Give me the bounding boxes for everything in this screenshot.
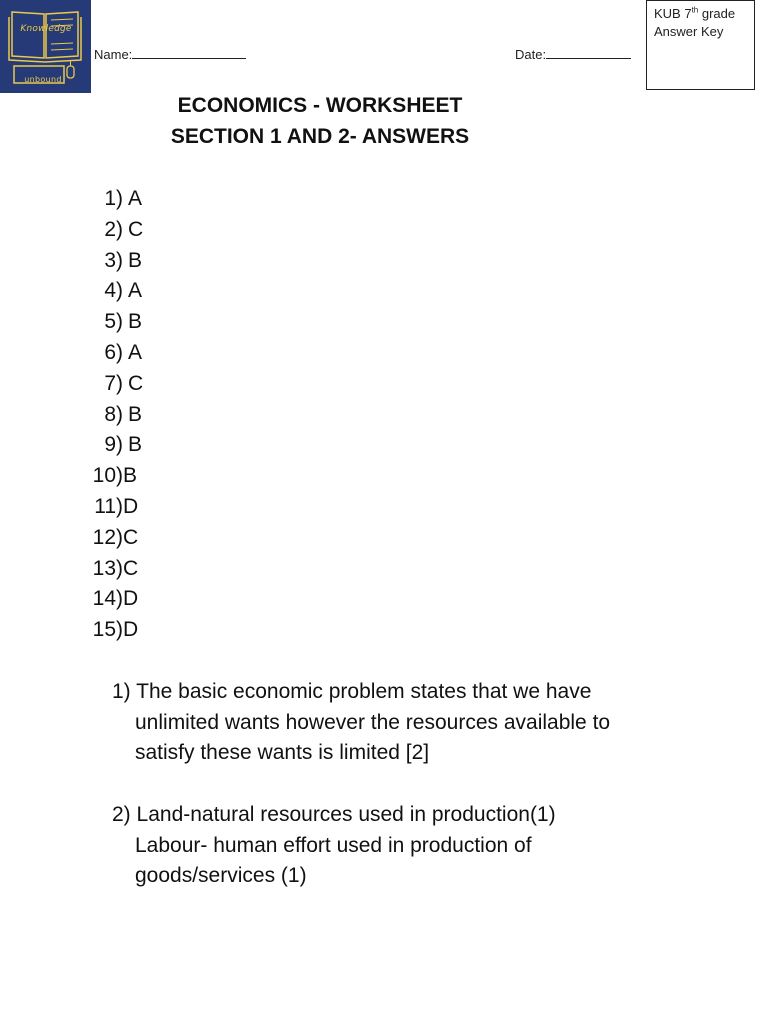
date-blank-line[interactable]	[546, 46, 631, 59]
answer-row	[88, 584, 208, 615]
answer-letter: A	[128, 340, 143, 364]
date-label: Date:	[515, 47, 547, 62]
answer-row	[88, 246, 208, 277]
logo-text-unbound: unbound	[24, 75, 62, 84]
answer-row	[88, 430, 208, 461]
answer-line: The basic economic problem states that we have	[136, 680, 592, 703]
date-field	[515, 46, 631, 62]
answer-line: unlimited wants however the resources available to	[135, 710, 611, 734]
worksheet-subtitle: SECTION 1 AND 2- ANSWERS	[170, 125, 470, 148]
answer-letter: B	[128, 402, 143, 426]
answer-row	[88, 615, 208, 646]
answer-row	[88, 276, 208, 307]
answer-letter: C	[128, 217, 144, 241]
answer-line: Labour- human effort used in production of	[135, 833, 532, 857]
answer-line: satisfy these wants is limited [2]	[135, 741, 430, 764]
answer-number: 1)	[104, 187, 123, 210]
worksheet-title: ECONOMICS - WORKSHEET	[177, 94, 463, 117]
answer-row	[88, 461, 208, 492]
grade-label: KUB 7th grade	[654, 5, 736, 21]
answer-row	[88, 369, 208, 400]
name-label: Name:	[94, 47, 133, 62]
answer-row	[88, 554, 208, 585]
answer-number: 1)	[112, 680, 131, 703]
answer-number: 9)	[104, 433, 123, 457]
logo-text-knowledge: Knowledge	[20, 24, 72, 34]
answer-number: 4)	[104, 279, 123, 303]
answer-letter: B	[128, 433, 143, 457]
answer-letter: B	[128, 248, 143, 272]
answer-number: 13)	[92, 556, 123, 580]
answer-number: 12)	[92, 525, 123, 549]
answer-row	[88, 492, 208, 523]
answer-number: 11)	[94, 494, 123, 518]
answer-letter: C	[123, 556, 139, 580]
answer-letter: D	[123, 587, 139, 611]
answer-number: 10)	[92, 464, 123, 488]
answer-letter: A	[128, 279, 143, 303]
answer-row	[88, 338, 208, 369]
answer-letter: C	[123, 525, 139, 549]
knowledge-unbound-logo	[0, 0, 91, 93]
answer-row	[88, 400, 208, 431]
answer-row	[88, 307, 208, 338]
answer-number: 8)	[104, 402, 123, 426]
answer-letter: D	[123, 618, 139, 642]
answer-row	[88, 523, 208, 554]
name-field	[94, 46, 246, 62]
answer-letter: B	[123, 464, 138, 488]
name-blank-line[interactable]	[132, 46, 246, 59]
answer-number: 3)	[104, 248, 123, 272]
answer-letter: B	[128, 310, 143, 334]
answer-row	[88, 215, 208, 246]
answer-letter: D	[123, 494, 139, 518]
answer-number: 7)	[104, 371, 123, 395]
answer-row	[88, 184, 208, 215]
answer-number: 5)	[104, 310, 123, 334]
answer-number: 2)	[104, 217, 123, 241]
section2-answer-2	[112, 800, 672, 892]
answer-line: Land-natural resources used in production(1)	[136, 803, 556, 826]
answer-key-box	[646, 0, 755, 90]
answer-letter: A	[128, 187, 143, 210]
answer-number: 15)	[92, 618, 123, 642]
answer-number: 2)	[112, 803, 131, 826]
answer-letter: C	[128, 371, 144, 395]
section2-answer-1	[112, 677, 672, 769]
answer-line: goods/services (1)	[135, 864, 307, 887]
answer-key-label: Answer Key	[654, 24, 724, 39]
answer-number: 14)	[92, 587, 123, 611]
section1-answer-list	[88, 184, 208, 646]
answer-number: 6)	[104, 340, 123, 364]
